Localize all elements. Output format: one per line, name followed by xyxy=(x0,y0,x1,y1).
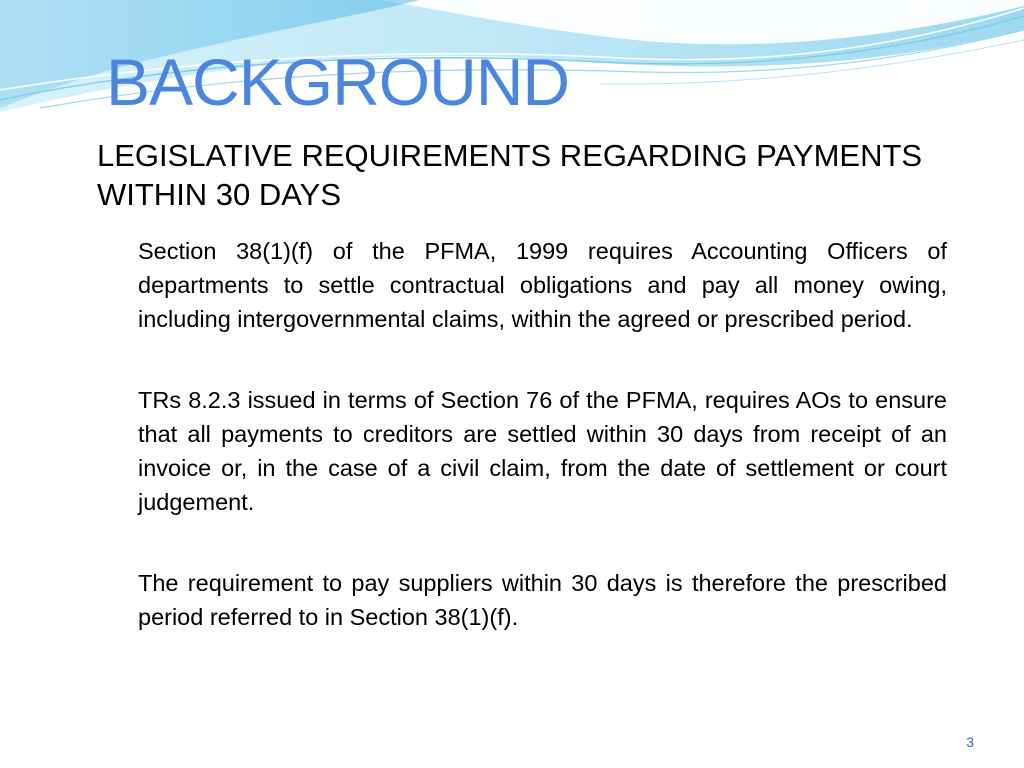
page-number: 3 xyxy=(966,734,974,750)
paragraph-section-38: Section 38(1)(f) of the PFMA, 1999 requires Accounting Officers of departments to settle contractual obligations and pay all money owing, including intergovernmental claims, within the agreed or prescribed period. xyxy=(138,238,947,332)
paragraph-trs-823: TRs 8.2.3 issued in terms of Section 76 of the PFMA, requires AOs to ensure that all payments to creditors are settled within 30 days from receipt of an invoice or, in the case of a civil claim, from the date of settlement or court judgement. xyxy=(138,387,947,515)
slide-subtitle: LEGISLATIVE REQUIREMENTS REGARDING PAYMENTS WITHIN 30 DAYS xyxy=(97,138,923,212)
slide-body xyxy=(138,234,947,681)
paragraph-requirement: The requirement to pay suppliers within 30 days is therefore the prescribed period referred to in Section 38(1)(f). xyxy=(138,570,947,630)
slide-title: BACKGROUND xyxy=(106,45,570,119)
